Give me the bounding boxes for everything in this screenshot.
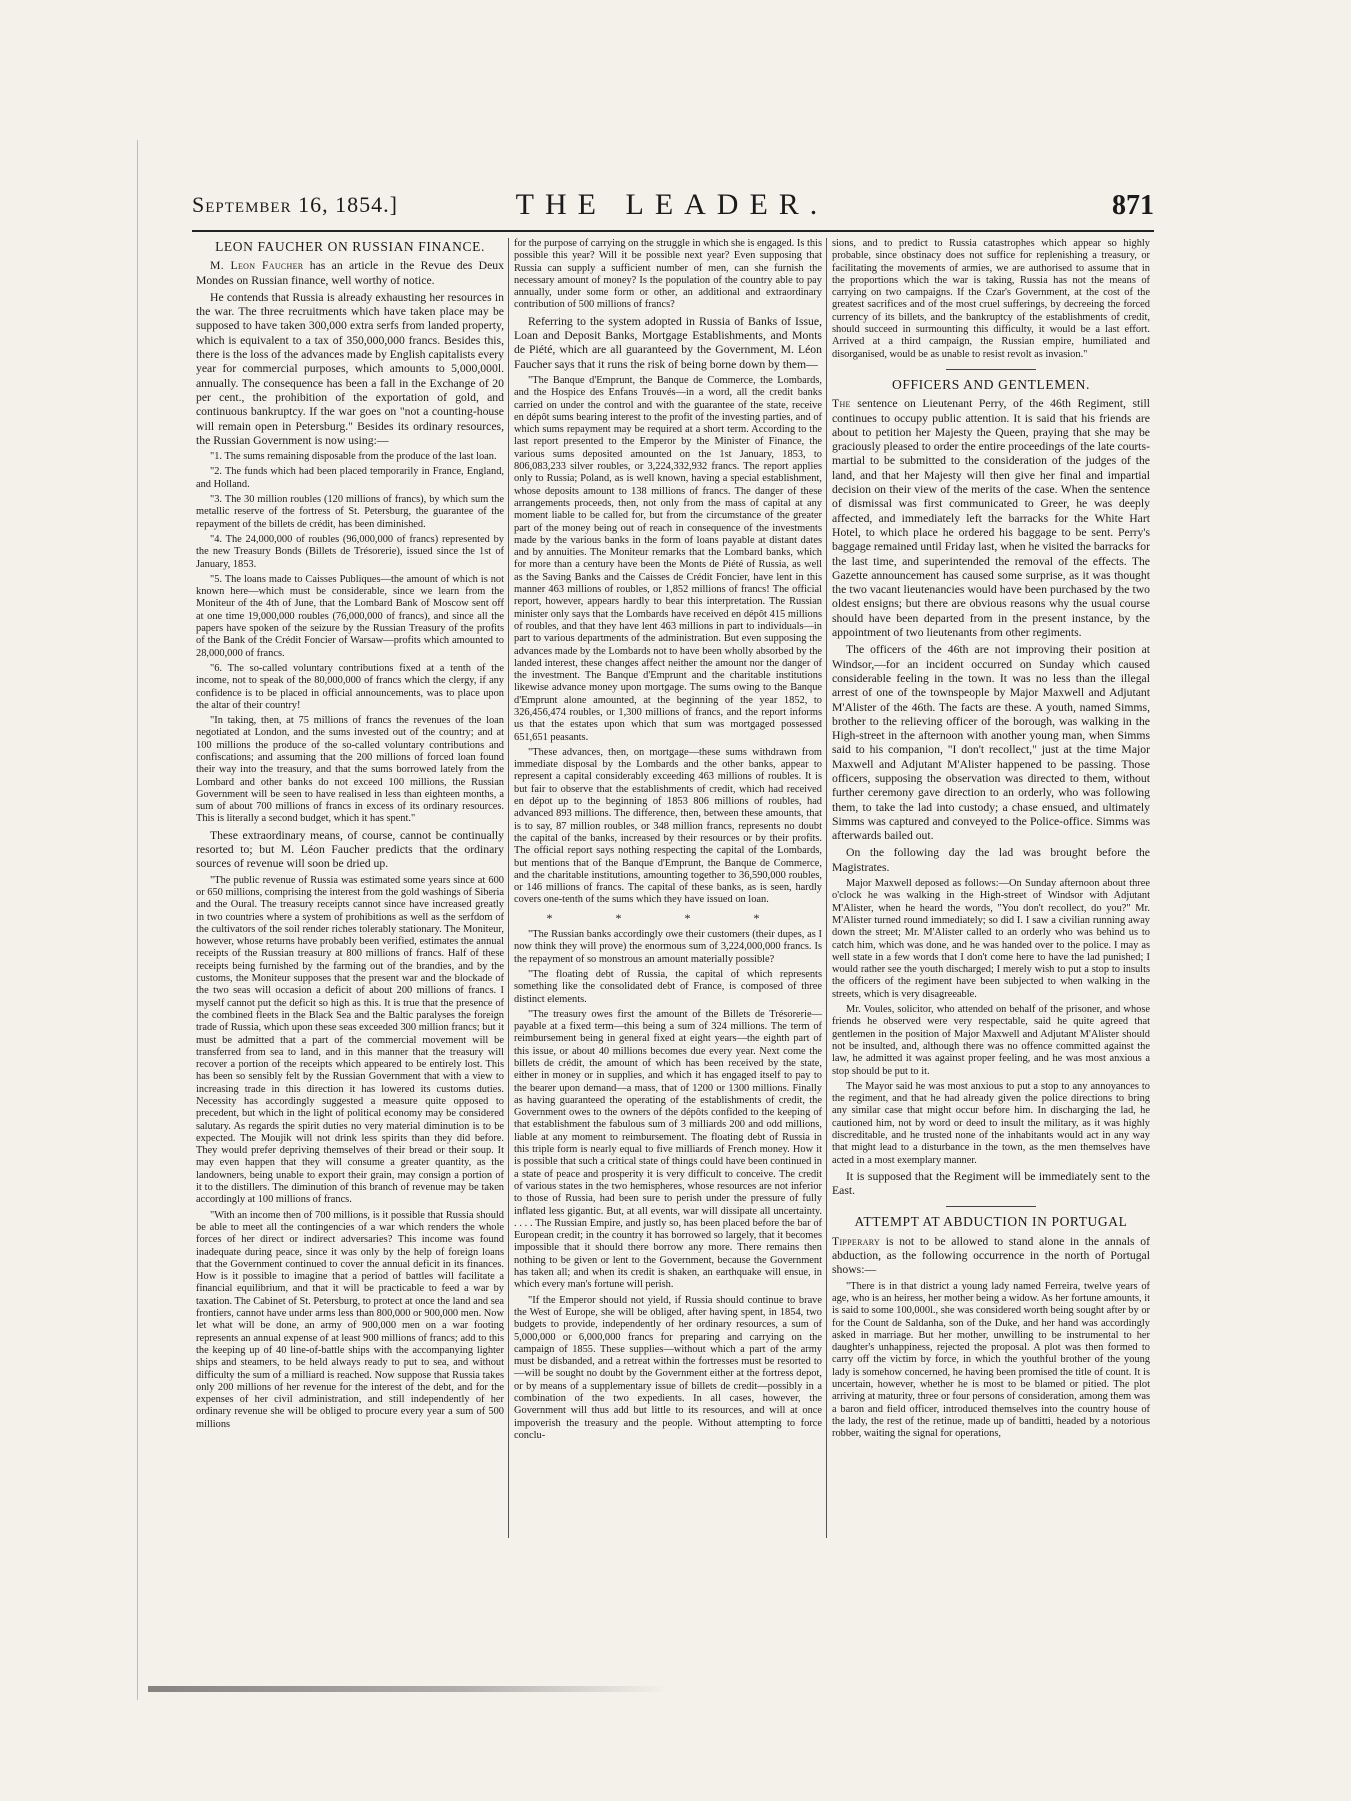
quotation: "The Russian banks accordingly owe their customers (their dupes, as I now think they will prove) the enormous sum of 3,224,000,000 francs. Is the repayment of so monstrous an amount materially possible? [514, 929, 822, 965]
article-heading: LEON FAUCHER ON RUSSIAN FINANCE. [215, 239, 485, 254]
quotation: "The Banque d'Emprunt, the Banque de Commerce, the Lombards, and the Hospice des Enfans Trouvés—in a word, all the credit banks carried on under the control and with the guarantee of the state, receive en dépôt sums bearing interest to the profit of the investing parties, and of which sums repayment may be required at a short term. According to the last report presented to the Emperor by the Minister of Finance, the various sums deposited amounted on the 1st January, 1853, to 806,083,233 silver roubles, or 3,224,332,932 francs. The report applies only to Russia; Poland, as is well known, having a special establishment, whose deposits amount to 138 millions of francs. The danger of these arrangements proceeds, then, not only from the mass of capital at any moment liable to be called for, but from the circumstance of the greater part of the money being out of reach in consequence of the investments made by the various banks in the form of loans payable at distant dates and by annuities. The Moniteur remarks that the Lombard banks, which for more than a century have been the Monts de Piété of Russia, as well as the Saving Banks and the Caisses de Crédit Foncier, have lent in this manner 463 millions of roubles, or 1,852 millions of francs! The official report, however, appears hardly to bear this interpretation. The Russian minister only says that the Lombards have received en dépôt 415 millions of roubles, and that they have lent 463 millions in part to individuals—in part to various departments of the administration. But even supposing the advances made by the Lombards not to have been wholly absorbed by the landed interest, these changes affect neither the amount nor the danger of the investment. The Banque d'Emprunt and the charitable institutions likewise advance money upon mortgage. The sums owing to the Banque d'Emprunt alone amounted, at the beginning of the year 1852, to 326,456,474 roubles, or 1,300 millions of francs, and the report informs us that the estates upon which that sum was mortgaged possessed 651,651 peasants. [514, 374, 822, 743]
paragraph: These extraordinary means, of course, cannot be continually resorted to; but M. Léon Faucher predicts that the ordinary sources of revenue will soon be dried up. [196, 828, 504, 871]
quotation-continued: sions, and to predict to Russia catastrophes which appear so highly probable, since obstinacy does not suffice for replenishing a treasury, or facilitating the movements of armies, we are authorised to assume that in the proportions which the war is taking, Russia has not the means of carrying on two campaigns. If the Czar's Government, at the cost of the greatest sacrifices and of the most cruel sufferings, by decreeing the forced currency of its billets, and the bankruptcy of the establishments of credit, should succeed in surmounting this difficulty, it would be a last effort. Arrived at a third campaign, the Russian empire, humiliated and disorganised, would be as unable to resist revolt as invasion." [832, 238, 1150, 360]
paragraph: Referring to the system adopted in Russia of Banks of Issue, Loan and Deposit Banks, Mortgage Establishments, and Monts de Piété, which are all guaranteed by the Government, M. Léon Faucher says that it runs the risk of being borne down by them— [514, 314, 822, 371]
quotation: "If the Emperor should not yield, if Russia should continue to brave the West of Europe, she will be obliged, after having spent, in 1854, two budgets to provide, independently of her ordinary resources, a sum of 5,000,000 or 6,000,000 francs for preparing and carrying on the campaign of 1855. These supplies—without which a part of the army must be disbanded, and a retreat within the fortresses must be resorted to—will be sought no doubt by the Government either at the fortress depot, or by means of a supplementary issue of billets de credit—possibly in a combination of the two expedients. In all cases, however, the Government will thus add but little to its resources, and will at once impoverish the treasury and the people. Without attempting to force conclu- [514, 1294, 822, 1441]
header-date: September 16, 1854.] [192, 192, 398, 217]
list-item: "4. The 24,000,000 of roubles (96,000,000 of francs) represented by the new Treasury Bonds (Billets de Trésorerie), issued since the 1st of January, 1853. [196, 533, 504, 570]
header-title: THE LEADER. [515, 188, 829, 221]
ink-smudge [148, 1686, 668, 1692]
column-divider [508, 238, 509, 1538]
paragraph: On the following day the lad was brought before the Magistrates. [832, 846, 1150, 874]
page-header [192, 188, 1154, 228]
paragraph-text: is not to be allowed to stand alone in the annals of abduction, as the following occurrence in the north of Portugal shows:— [832, 1234, 1150, 1277]
header-page-number: 871 [1112, 190, 1154, 221]
paragraph: The officers of the 46th are not improving their position at Windsor,—for an incident occurred on Sunday which caused considerable feeling in the town. It was no less than the illegal arrest of one of the townspeople by Major Maxwell and Adjutant M'Alister of the 46th. The facts are these. A youth, named Simms, brother to the relieving officer of the borough, was walking in the High-street in the afternoon with another young man, when Simms said to his companion, "I don't recollect," just at the time Major Maxwell and Adjutant M'Alister happened to be passing. Those officers, supposing the observation was directed to them, without further ceremony gave direction to an orderly, who was following them, to take the lad into custody; a chase ensued, and ultimately Simms was captured and conveyed to the Police-office. Simms was afterwards bailed out. [832, 643, 1150, 843]
header-rule [192, 230, 1154, 232]
paragraph [832, 1235, 1150, 1278]
list-item: "1. The sums remaining disposable from the produce of the last loan. [210, 451, 497, 463]
article-heading: ATTEMPT AT ABDUCTION IN PORTUGAL [854, 1214, 1128, 1230]
page-edge-shadow [137, 140, 138, 1700]
paragraph-text: sentence on Lieutenant Perry, of the 46th Regiment, still continues to occupy public attention. It is said that his friends are about to petition her Majesty the Queen, praying that she may be graciously pleased to order the entire proceedings of the late courts-martial to be submitted to the consideration of the judges of the land, and that her Majesty will then give her final and impartial decision on their view of the merits of the case. When the sentence of dismissal was first communicated to Greer, he was deeply affected, and immediately left the barracks for the White Hart Hotel, to which place he ordered his baggage to be sent. Perry's baggage remained until Friday last, when he visited the barracks for the last time, and superintended the removal of the effects. The Gazette announcement has caused some surprise, as it was thought the two vacant lieutenancies would have been purchased by the two oldest ensigns; but there are obvious reasons why the usual course should have been departed from in the present instance, by the appointment of two lieutenants from other regiments. [832, 397, 1150, 640]
quotation: "These advances, then, on mortgage—these sums withdrawn from immediate disposal by the Lombards and the other banks, appear to represent a capital considerably exceeding 463 millions of roubles. It is but fair to observe that the establishments of credit, which had received en dépot up to the beginning of 1853 806 millions of roubles, had advanced 893 millions. The difference, then, between these amounts, that is to say, 87 million roubles, or 348 million francs, represents no doubt the capital of the banks, increased by their resources or by their profits. The official report says nothing respecting the capital of the Lombards, but mentions that of the Banque d'Emprunt, the Banque de Commerce, and the charitable institutions, amounting together to 36,590,000 roubles, or 146 millions of francs. The capital of these banks, as is seen, hardly covers one-tenth of the sums which they have issued on loan. [514, 746, 822, 906]
list-item: "In taking, then, at 75 millions of francs the revenues of the loan negotiated at London, and the sums invested out of the country; and at 100 millions the produce of the so-called voluntary contributions and confiscations; and assuming that the 200 millions of forced loan found their way into the treasury, and that the sums borrowed lately from the Lombard and other banks do not exceed 100 millions, the Russian Government will be seen to have realised in less than eighteen months, a sum of about 700 millions of francs in excess of its ordinary resources. This is literally a second budget, which it has spent." [196, 715, 504, 825]
quotation: "With an income then of 700 millions, is it possible that Russia should be able to meet all the contingencies of a war which renders the whole forces of her direct or indirect adversaries? This income was found inadequate during peace, since it was only by the help of foreign loans that the Government continued to cover the annual deficit in its finances. How is it possible to imagine that a period of battles will facilitate a financial equilibrium, and that it will be practicable to feed a war by taxation. The Cabinet of St. Petersburg, to protect at once the land and sea frontiers, cannot have under arms less than 800,000 or 900,000 men. Now let what will be done, an army of 900,000 men on a war footing represents an annual expense of at least 900 millions of francs; add to this the keeping up of 40 line-of-battle ships with the accompanying lighter ships and steamers, to be held always ready to put to sea, and without difficulty the sum of a milliard is reached. Now suppose that Russia takes only 200 millions of her revenue for the interest of the debt, and for the expenses of her civil administration, and still independently of her ordinary revenue she will be obliged to procure every year a sum of 500 millions [196, 1209, 504, 1430]
quotation-continued: for the purpose of carrying on the struggle in which she is engaged. Is this possible this year? Will it be possible next year? Even supposing that Russia can supply a sufficient number of men, can she furnish the necessary amount of money? Is the population of the country able to pay annually, under some form or other, an additional and extraordinary contribution of 500 millions of francs? [514, 238, 822, 311]
article-lead [196, 259, 504, 288]
section-divider [946, 1206, 1036, 1207]
quotation: "The public revenue of Russia was estimated some years since at 600 or 650 millions, comprising the interest from the gold washings of Siberia and the Oural. The treasury receipts cannot since have increased greatly in two countries where a system of prohibitions as well as the serfdom of the cultivators of the soil render riches tolerably stationary. The Moniteur, however, whose returns have probably been verified, estimates the annual receipts of the Russian treasury at 800 millions of francs. Half of these receipts being furnished by the farming out of the brandies, and by the customs, the Moniteur supposes that the present war and the blockade of the two seas will occasion a deficit of about 200 millions of francs. I myself cannot put the deficit so high as this. It is true that the presence of the combined fleets in the Black Sea and the Baltic paralyses the foreign trade of Russia, which upon these seas exceeded 300 million francs; but it must be admitted that a part of the commercial movement will be transferred from sea to land, and in this manner that the treasury will recover a portion of the receipts which appeared to be entirely lost. This has been so sensibly felt by the Russian Government that with a view to increasing trade in this direction it has lowered its customs duties. Necessity has accordingly suggested a measure quite opposed to precedent, but which in the light of political economy may be considered salutary. As regards the spirit duties no very material diminution is to be expected. The Moujik will not drink less spirits than they did before. They would prefer depriving themselves of their bread or their soup. It may even happen that they will consume a greater quantity, as the landowners, being unable to export their grain, may consign a portion of it to the distillers. The diminution of this branch of revenue may be taken accordingly at 100 millions of francs. [196, 874, 504, 1206]
section-stars: * * * * [546, 910, 790, 925]
quotation: "The treasury owes first the amount of the Billets de Trésorerie—payable at a fixed term—this being a sum of 324 millions. The term of reimbursement being in general fixed at eight years—the eighth part of this issue, or about 40 millions becomes due every year. Next come the billets de crédit, the amount of which has been received by the state, either in money or in supplies, and which it has engaged itself to pay to the bearer upon demand—a mass, that of 1200 or 1300 millions. Finally as having guaranteed the operating of the establishments of credit, the Government owes to the owners of the dépôts confided to the keeping of that establishment the fabulous sum of 3 milliards 200 and odd millions, liable at any moment to reimbursement. The floating debt of Russia in this triple form is nearly equal to five milliards of French money. How it is possible that such a critical state of things could have been continued in a state of peace and prosperity it is very difficult to conceive. The credit of various states in the two hemispheres, whose resources are not inferior to those of Russia, had been sure to perish under the pressure of fully inflated less gigantic. But, at all events, war will dissipate all uncertainty. . . . . The Russian Empire, and justly so, has been placed before the bar of European credit; in the country it has borrowed so largely, that it becomes impossible that it should there borrow any more. There remains then nothing to be given or lent to the Government, because the Government has taken all; and when its credit is shaken, an earthquake will ensue, in which every man's fortune will perish. [514, 1008, 822, 1291]
paragraph [832, 397, 1150, 640]
article-heading: OFFICERS AND GENTLEMEN. [892, 376, 1090, 392]
column-2 [514, 238, 822, 1583]
testimony: Major Maxwell deposed as follows:—On Sunday afternoon about three o'clock he was walking in the High-street of Windsor with Adjutant M'Alister, when he heard the words, "You don't recollect, do you?" Mr. M'Alister turned round immediately; so did I. I saw a civilian running away down the street; Mr. M'Alister called to an orderly who was behind us to catch him, which was done, and he was handed over to the police. I may as well state in a few words that I don't come here to have the lad punished; I would rather see the youth discharged; I merely wish to put a stop to insults the officers of the regiment have been subjected to when walking in the streets, which is very disagreeable. [832, 878, 1150, 1000]
lead-word: Tipperary [832, 1234, 881, 1248]
paragraph: It is supposed that the Regiment will be immediately sent to the East. [832, 1169, 1150, 1198]
column-divider [826, 238, 827, 1538]
column-3 [832, 238, 1150, 1583]
list-item: "6. The so-called voluntary contributions fixed at a tenth of the income, not to speak of the 80,000,000 of francs which the clergy, if any confidence is to be placed in official announcements, was to place upon the altar of their country! [196, 662, 504, 711]
quotation: "There is in that district a young lady named Ferreira, twelve years of age, who is an heiress, her mother being a widow. As her fortune amounts, it is said to some 100,000l., she was considered worth being sought after by or for the Count de Saldanha, son of the Duke, and her hand was accordingly asked in marriage. But her mother, unwilling to be instrumental to her daughter's unhappiness, rejected the proposal. A plot was then formed to carry off the victim by force, in which the youthful brother of the young lady is somehow concerned, he having been promised the title of count. It is uncertain, however, whether he is most to be blamed or pitied. The plot arriving at maturity, three or four persons of consideration, among them was a baron and field officer, introduced themselves into the country house of the lady, the rest of the retinue, made up of banditti, headed by a notorious robber, waiting the signal for operations, [832, 1280, 1150, 1440]
quotation: "The floating debt of Russia, the capital of which represents something like the consolidated debt of France, is composed of three distinct elements. [514, 968, 822, 1005]
lead-word: The [832, 397, 851, 411]
list-item: "3. The 30 million roubles (120 millions of francs), by which sum the metallic reserve of the fortress of St. Petersburg, the guarantee of the repayment of the billets de crédit, has been diminished. [196, 494, 504, 530]
lead-name: M. Leon Faucher [210, 259, 304, 273]
testimony: Mr. Voules, solicitor, who attended on behalf of the prisoner, and whose friends he observed were very respectable, said he quite agreed that gentlemen in the position of Major Maxwell and Adjutant M'Alister should not be insulted, and, although there was no offence committed against the law, he admitted it was against proper feeling, and he was most anxious a stop should be put to it. [832, 1004, 1150, 1077]
list-item: "2. The funds which had been placed temporarily in France, England, and Holland. [196, 466, 504, 490]
lead-text: has an article in the Revue des Deux Mondes on Russian finance, well worthy of notice. [196, 259, 504, 287]
column-1 [196, 238, 504, 1583]
list-item: "5. The loans made to Caisses Publiques—the amount of which is not known here—which must be considerable, since we learn from the Moniteur of the 4th of June, that the Lombard Bank of Moscow sent off at one time 19,000,000 roubles (76,000,000 of francs), and since all the papers have spoken of the seizure by the Russian Treasury of the profits of the Bank of the Crédit Foncier of Warsaw—profits which amounted to 28,000,000 of francs. [196, 573, 504, 659]
testimony: The Mayor said he was most anxious to put a stop to any annoyances to the regiment, and that he had already given the police directions to bring any similar case that might occur before him. In discharging the lad, he cautioned him, not by word or deed to insult the military, as it was highly discreditable, and he trusted none of the inhabitants would act in any way that might lead to a disturbance in the town, as the men themselves have acted in a most exemplary manner. [832, 1080, 1150, 1166]
paragraph: He contends that Russia is already exhausting her resources in the war. The three recruitments which have taken place may be supposed to have taken 300,000 extra serfs from landed property, which is equivalent to a tax of 350,000,000 francs. Besides this, there is the loss of the advances made by English capitalists every year for commercial purposes, which amounts to 5,000,000l. annually. The consequence has been a fall in the Exchange of 20 per cent., the prohibition of the exportation of gold, and continuous bankruptcy. If the war goes on "not a counting-house will remain open in Petersburg." Besides its ordinary resources, the Russian Government is now using:— [196, 290, 504, 447]
section-divider [946, 369, 1036, 370]
